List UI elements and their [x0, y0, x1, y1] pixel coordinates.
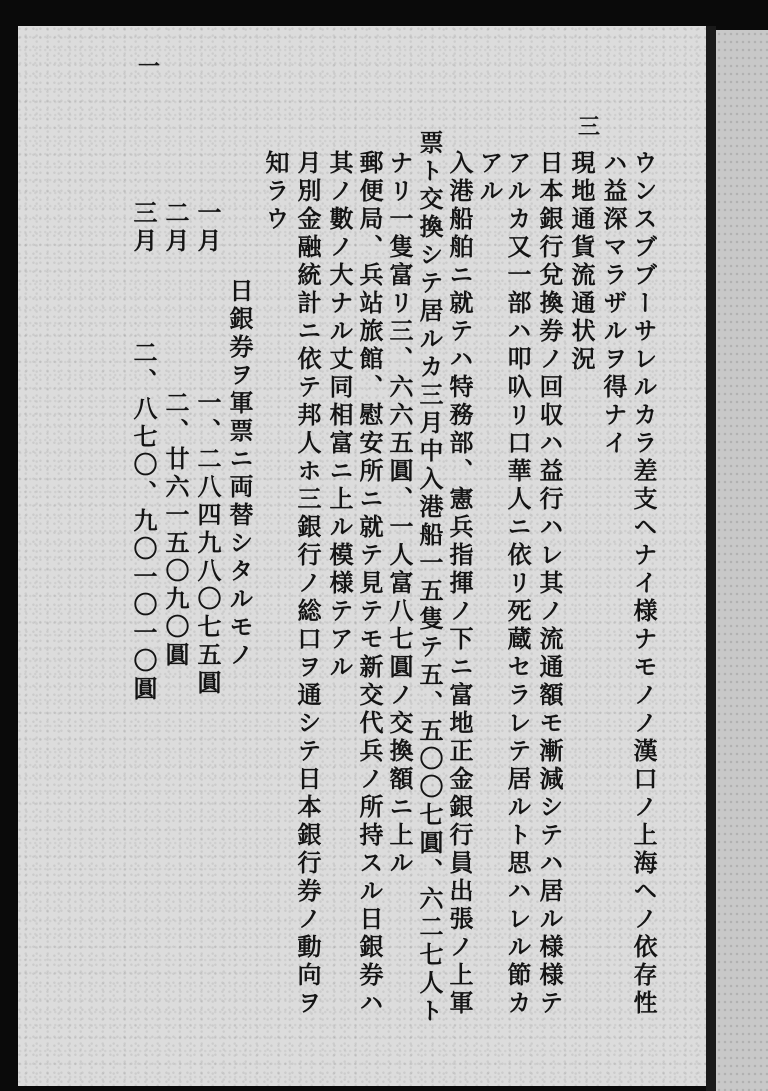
text-column-8: 票ト交換シテ居ルカ三月中入港船一五隻テ五、五〇〇七圓、六二七人ト [415, 130, 444, 1026]
text-column-11: 其ノ數ノ大ナル丈同相富ニ上ル模様テアル [325, 150, 354, 682]
table-row-amount: 一、二八四九八〇七五圓 [193, 390, 222, 698]
adjacent-page-edge [716, 30, 768, 1091]
text-column-10: 郵便局、兵站旅館、慰安所ニ就テ見テモ新交代兵ノ所持スル日銀券ハ [355, 150, 384, 1018]
table-row-month: 一月 [193, 200, 222, 256]
text-column-9: ナリ一隻富リ三、六六五圓、一人富八七圓ノ交換額ニ上ル [385, 150, 414, 878]
section-number: 三 [578, 114, 599, 140]
table-row-amount: 二、八七〇、九〇一〇一〇圓 [129, 340, 158, 704]
text-column-1: ウンスブブーサレルカラ差支ヘナイ様ナモノノ漢口ノ上海ヘノ依存性 [629, 150, 658, 1018]
text-column-5: アルカ又一部ハ叩叺リ口華人ニ依リ死蔵セラレテ居ルト思ハレル節カ [503, 150, 532, 1018]
section-heading: 現地通貨流通状況 [567, 150, 596, 374]
text-column-7: 入港船舶ニ就テハ特務部、憲兵指揮ノ下ニ富地正金銀行員出張ノ上軍 [445, 150, 474, 1018]
text-column-2: ハ益深マラザルヲ得ナイ [599, 150, 628, 458]
table-row-month: 三月 [129, 200, 158, 256]
table-row-month: 二月 [161, 200, 190, 256]
text-column-6: アル [475, 150, 504, 206]
table-caption: 日銀券ヲ軍票ニ両替シタルモノ [225, 278, 254, 670]
text-column-12: 月別金融統計ニ依テ邦人ホ三銀行ノ総口ヲ通シテ日本銀行券ノ動向ヲ [293, 150, 322, 1018]
page-top-mark: 一 [138, 54, 161, 80]
text-column-4: 日本銀行兌換券ノ回収ハ益行ハレ其ノ流通額モ漸減シテハ居ル様様テ [535, 150, 564, 1018]
table-row-amount: 二、廿六一五〇九〇圓 [161, 390, 190, 670]
text-column-13: 知ラウ [261, 150, 290, 234]
book-spine [706, 26, 716, 1091]
